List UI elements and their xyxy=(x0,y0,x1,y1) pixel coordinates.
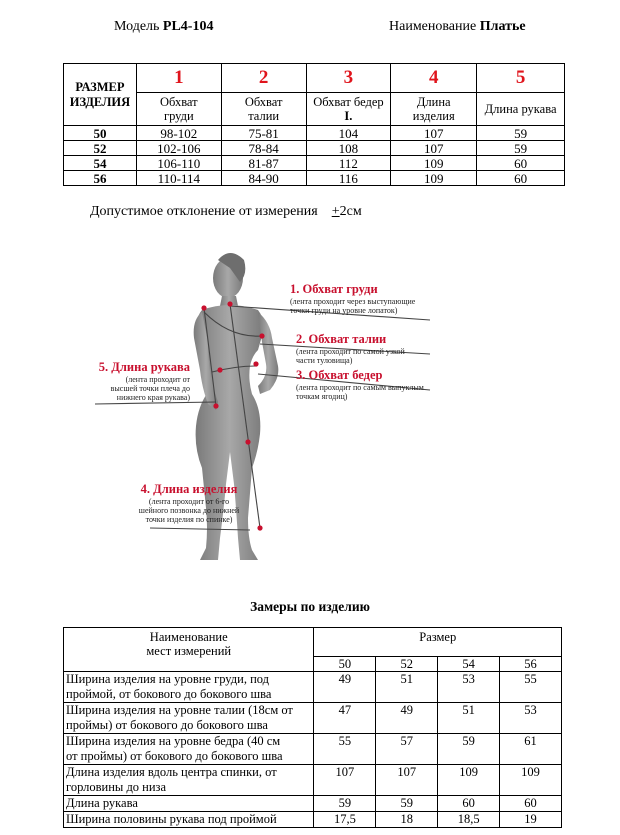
table-row xyxy=(64,126,565,141)
label-desc-line: (лента проходит через выступающие xyxy=(290,297,416,306)
value-cell: 84-90 xyxy=(221,171,306,186)
measurements-title: Замеры по изделию xyxy=(250,599,370,614)
marker-dot xyxy=(217,367,222,372)
label-desc-line: (лента проходит от xyxy=(125,375,190,384)
value-cell: 59 xyxy=(438,734,500,765)
size-cell: 52 xyxy=(376,657,438,672)
marker-dot xyxy=(213,403,218,408)
marker-dot xyxy=(253,361,258,366)
value-cell: 18,5 xyxy=(438,812,500,828)
table-row xyxy=(64,812,562,828)
size-table xyxy=(63,63,565,186)
value-cell: 108 xyxy=(306,141,391,156)
value-cell: 49 xyxy=(376,703,438,734)
label-waist xyxy=(296,332,405,365)
model-header xyxy=(114,19,213,35)
value-cell: 107 xyxy=(391,141,477,156)
name-line1: Ширина изделия на уровне груди, под xyxy=(66,672,270,686)
size-cell: 50 xyxy=(64,126,137,141)
label-desc-line: нижнего края рукава) xyxy=(116,393,190,402)
model-label: Модель xyxy=(114,19,160,34)
table-row xyxy=(64,141,565,156)
name-line2: проймы) от бокового до бокового шва xyxy=(66,718,268,732)
name-header-line1: Наименование xyxy=(149,630,228,644)
column-label-line1: Обхват xyxy=(160,95,198,109)
measurement-name xyxy=(64,703,314,734)
tolerance-value: 2см xyxy=(339,204,362,219)
label-title: 3. Обхват бедер xyxy=(296,368,383,382)
value-cell: 104 xyxy=(306,126,391,141)
value-cell: 55 xyxy=(314,734,376,765)
sleeve-leader-line xyxy=(95,402,216,404)
value-cell: 51 xyxy=(438,703,500,734)
measurement-figure xyxy=(90,238,435,573)
label-title: 5. Длина рукава xyxy=(98,360,190,374)
corner-line2: ИЗДЕЛИЯ xyxy=(69,94,131,109)
value-cell: 19 xyxy=(500,812,562,828)
value-cell: 59 xyxy=(314,796,376,812)
value-cell: 109 xyxy=(391,171,477,186)
value-cell: 107 xyxy=(376,765,438,796)
label-title: 4. Длина изделия xyxy=(140,482,238,496)
value-cell: 110-114 xyxy=(136,171,221,186)
model-value: PL4-104 xyxy=(162,19,214,34)
size-cell: 56 xyxy=(64,171,137,186)
table-row xyxy=(64,672,562,703)
label-desc-line: точки груди на уровне лопаток) xyxy=(290,306,398,315)
name-line2: горловины до низа xyxy=(66,780,167,794)
column-number: 1 xyxy=(136,64,221,93)
measurements-header-row xyxy=(64,628,562,657)
value-cell: 57 xyxy=(376,734,438,765)
name-line1: Ширина изделия на уровне бедра (40 см xyxy=(66,734,281,748)
size-table-label-row xyxy=(64,93,565,126)
value-cell: 61 xyxy=(500,734,562,765)
table-row xyxy=(64,734,562,765)
size-cell: 54 xyxy=(438,657,500,672)
value-cell: 81-87 xyxy=(221,156,306,171)
label-desc-line: точки изделия по спинке) xyxy=(145,515,233,524)
table-row xyxy=(64,171,565,186)
name-line2: проймой, от бокового до бокового шва xyxy=(66,687,272,701)
measurement-name: Ширина половины рукава под проймой xyxy=(64,812,314,828)
measurement-name xyxy=(64,734,314,765)
label-desc-line: высшей точки плеча до xyxy=(110,384,190,393)
value-cell: 106-110 xyxy=(136,156,221,171)
value-cell: 109 xyxy=(438,765,500,796)
name-label: Наименование xyxy=(389,19,477,34)
column-label-line2: I. xyxy=(344,109,353,123)
length-leader-line xyxy=(150,528,250,530)
marker-dot xyxy=(227,301,232,306)
value-cell: 17,5 xyxy=(314,812,376,828)
label-garment-length xyxy=(138,482,240,524)
marker-dot xyxy=(257,525,262,530)
value-cell: 60 xyxy=(477,156,565,171)
name-line1: Длина изделия вдоль центра спинки, от xyxy=(66,765,277,779)
column-label-line1: Длина рукава xyxy=(484,102,557,116)
value-cell: 112 xyxy=(306,156,391,171)
size-cell: 50 xyxy=(314,657,376,672)
label-title: 2. Обхват талии xyxy=(296,332,387,346)
column-label-line2: изделия xyxy=(412,109,455,123)
label-desc-line: точкам ягодиц) xyxy=(296,392,348,401)
value-cell: 60 xyxy=(438,796,500,812)
label-chest xyxy=(290,282,415,315)
column-label-line1: Обхват бедер xyxy=(313,95,384,109)
value-cell: 109 xyxy=(391,156,477,171)
value-cell: 78-84 xyxy=(221,141,306,156)
column-number: 2 xyxy=(221,64,306,93)
value-cell: 75-81 xyxy=(221,126,306,141)
tolerance-note xyxy=(90,204,362,220)
table-row xyxy=(64,703,562,734)
value-cell: 60 xyxy=(500,796,562,812)
value-cell: 59 xyxy=(376,796,438,812)
table-row xyxy=(64,796,562,812)
column-number: 5 xyxy=(477,64,565,93)
column-label-line1: Длина xyxy=(416,95,451,109)
measurement-name xyxy=(64,672,314,703)
marker-dot xyxy=(245,439,250,444)
label-desc-line: (лента проходит по самой узкой xyxy=(296,347,405,356)
name-header-line2: мест измерений xyxy=(146,644,232,658)
label-hips xyxy=(296,368,424,401)
label-desc-line: шейного позвонка до нижней xyxy=(138,506,240,515)
label-sleeve xyxy=(98,360,190,402)
value-cell: 53 xyxy=(500,703,562,734)
column-label-line1: Обхват xyxy=(244,95,283,109)
measurements-table xyxy=(63,627,562,828)
value-cell: 55 xyxy=(500,672,562,703)
column-label xyxy=(221,93,306,126)
value-cell: 49 xyxy=(314,672,376,703)
value-cell: 102-106 xyxy=(136,141,221,156)
name-line2: от проймы) от бокового до бокового шва xyxy=(66,749,283,763)
name-header xyxy=(389,19,526,35)
marker-dot xyxy=(201,305,206,310)
column-label-line2: груди xyxy=(163,109,194,123)
name-value: Платье xyxy=(479,19,526,34)
value-cell: 47 xyxy=(314,703,376,734)
size-cell: 52 xyxy=(64,141,137,156)
size-cell: 56 xyxy=(500,657,562,672)
corner-line1: РАЗМЕР xyxy=(75,79,125,94)
column-label xyxy=(391,93,477,126)
column-label xyxy=(477,93,565,126)
value-cell: 59 xyxy=(477,126,565,141)
table-row xyxy=(64,765,562,796)
tolerance-text: Допустимое отклонение от измерения xyxy=(90,204,318,219)
column-label-line2: талии xyxy=(248,109,280,123)
value-cell: 107 xyxy=(314,765,376,796)
size-cell: 54 xyxy=(64,156,137,171)
column-number: 3 xyxy=(306,64,391,93)
size-table-number-row xyxy=(64,64,565,93)
label-desc-line: части туловища) xyxy=(296,356,353,365)
name-header-cell xyxy=(64,628,314,672)
size-table-corner xyxy=(64,64,137,126)
value-cell: 53 xyxy=(438,672,500,703)
label-desc-line: (лента проходит по самым выпуклым xyxy=(296,383,424,392)
plus-minus-sign: + xyxy=(331,204,340,219)
label-desc-line: (лента проходит от 6-го xyxy=(148,497,230,506)
size-header-cell: Размер xyxy=(314,628,562,657)
column-label xyxy=(306,93,391,126)
marker-dot xyxy=(259,333,264,338)
value-cell: 18 xyxy=(376,812,438,828)
value-cell: 59 xyxy=(477,141,565,156)
label-title: 1. Обхват груди xyxy=(290,282,378,296)
table-row xyxy=(64,156,565,171)
measurement-name: Длина рукава xyxy=(64,796,314,812)
column-label xyxy=(136,93,221,126)
value-cell: 51 xyxy=(376,672,438,703)
value-cell: 60 xyxy=(477,171,565,186)
measurement-name xyxy=(64,765,314,796)
column-number: 4 xyxy=(391,64,477,93)
value-cell: 109 xyxy=(500,765,562,796)
value-cell: 107 xyxy=(391,126,477,141)
value-cell: 98-102 xyxy=(136,126,221,141)
name-line1: Ширина изделия на уровне талии (18см от xyxy=(66,703,293,717)
value-cell: 116 xyxy=(306,171,391,186)
